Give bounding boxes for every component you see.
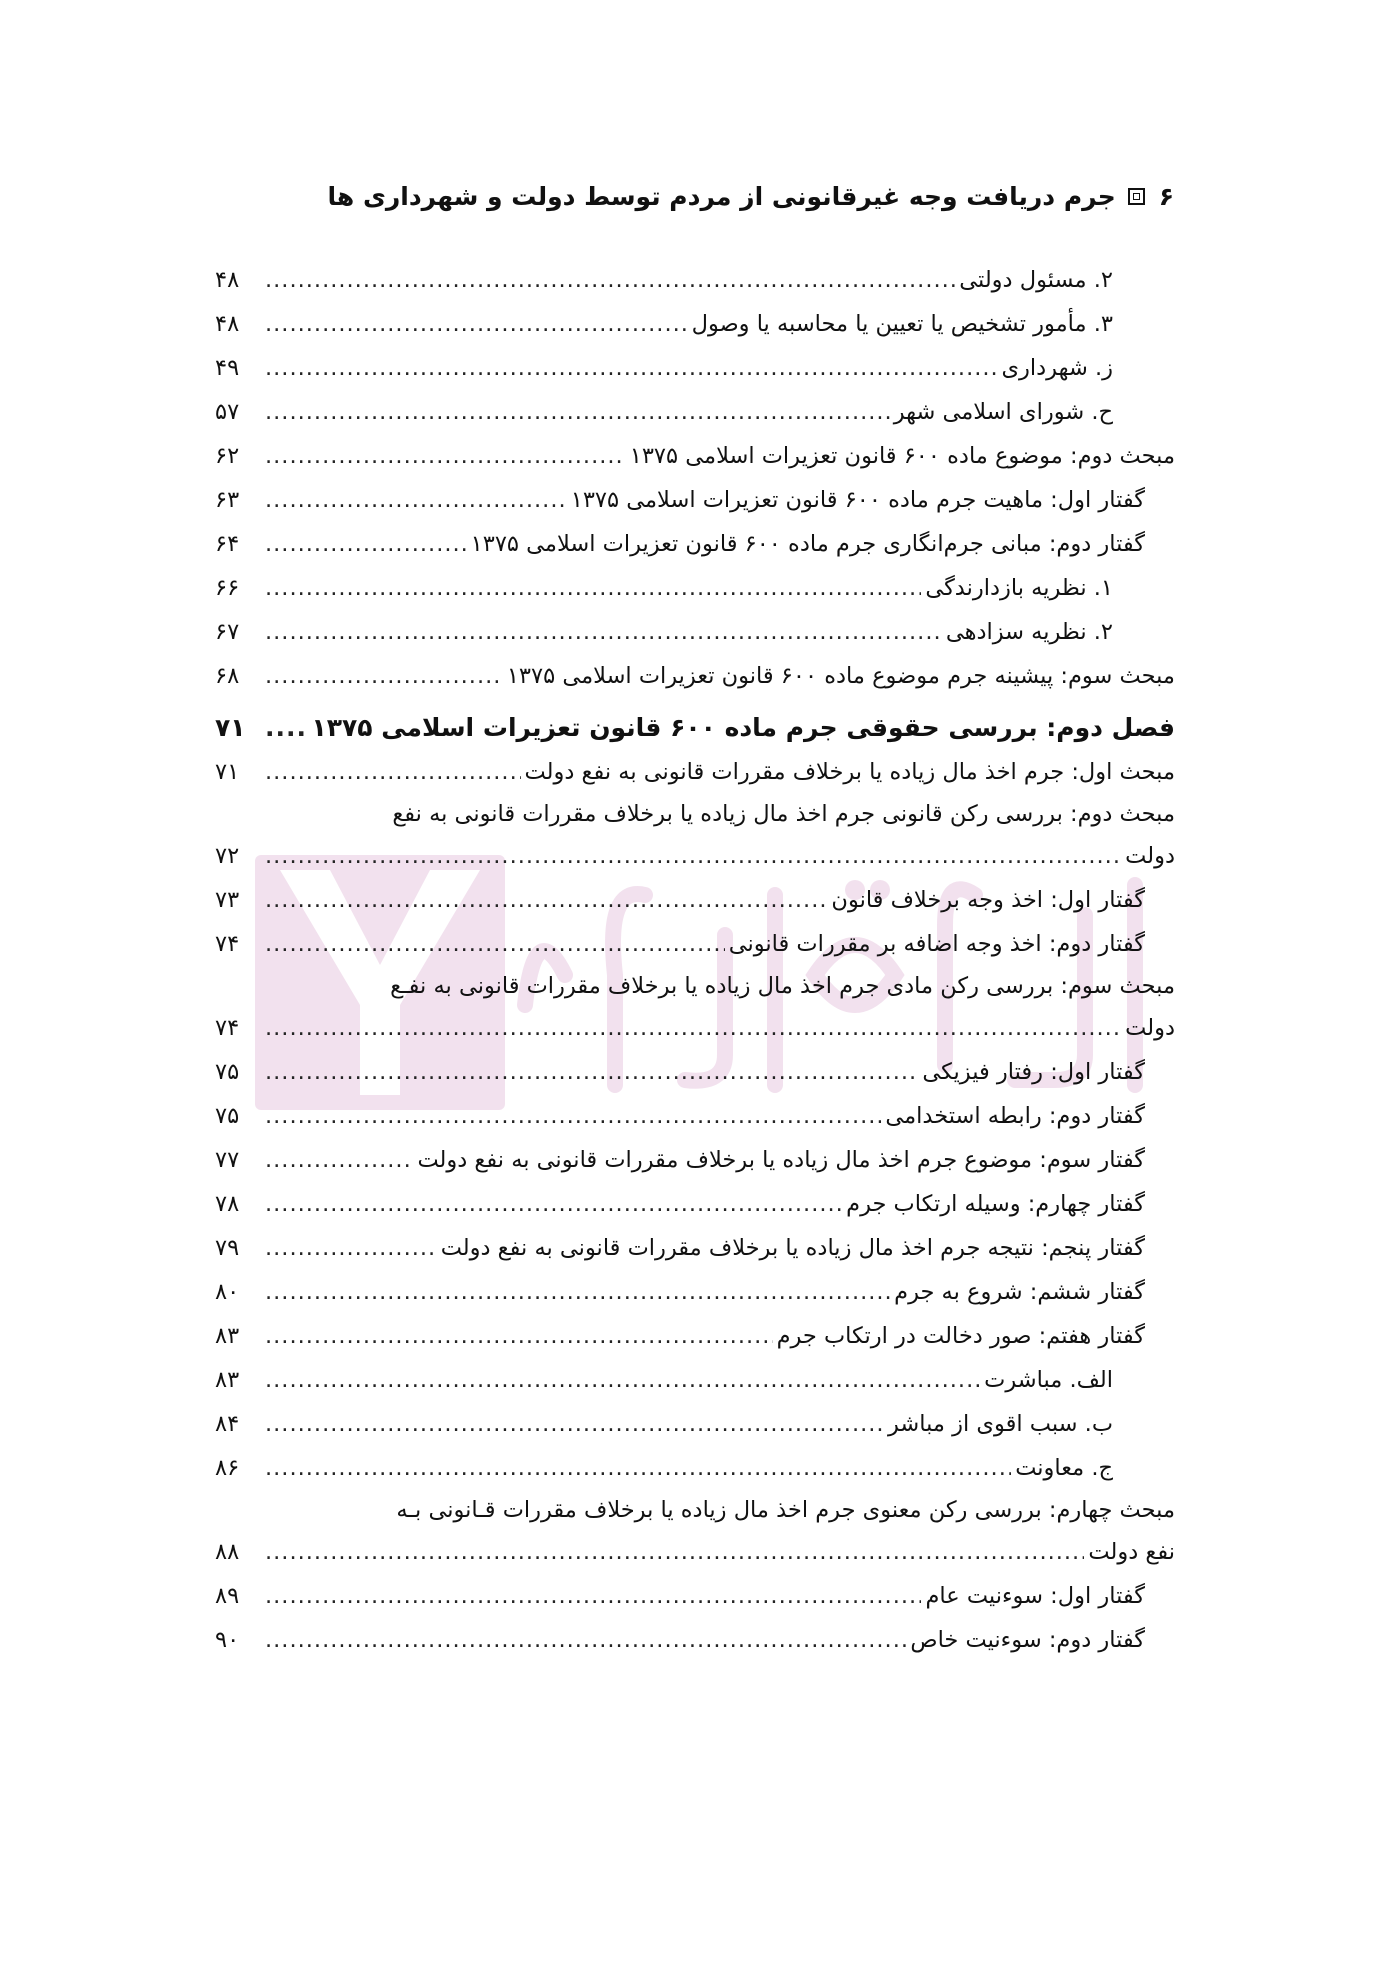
dot-leader xyxy=(265,654,503,698)
toc-entry xyxy=(215,1574,1175,1618)
dot-leader xyxy=(265,1358,980,1402)
toc-entry xyxy=(215,346,1175,390)
toc-page-number: ۷۱ xyxy=(215,713,246,742)
toc-page-number: ۶۸ xyxy=(215,663,240,689)
dot-leader xyxy=(265,1050,918,1094)
toc-entry-title: ۱. نظریه بازدارندگی xyxy=(925,575,1113,601)
dot-leader xyxy=(265,1182,842,1226)
dot-leader xyxy=(265,834,1121,878)
toc-entry-title: مبحث اول: جرم اخذ مال زیاده یا برخلاف مقررات قانونی به نفع دولت xyxy=(524,759,1175,785)
toc-entry xyxy=(215,258,1175,302)
toc-entry xyxy=(215,1050,1175,1094)
toc-entry-title: مبحث چهارم: بررسی رکن معنوی جرم اخذ مال زیاده یا برخلاف مقررات قـانونی بـه xyxy=(396,1497,1175,1523)
toc-page-number: ۹۰ xyxy=(215,1627,240,1653)
dot-leader xyxy=(265,258,955,302)
dot-leader xyxy=(265,1530,1084,1574)
dot-leader xyxy=(265,750,521,794)
toc-entry-title: ز. شهرداری xyxy=(1001,355,1113,381)
toc-page-number: ۸۶ xyxy=(215,1455,240,1481)
toc-entry-title: دولت xyxy=(1125,1015,1175,1041)
toc-entry xyxy=(215,1530,1175,1574)
toc-entry-title: ۳. مأمور تشخیص یا تعیین یا محاسبه یا وصول xyxy=(691,311,1113,337)
toc-entry xyxy=(215,1182,1175,1226)
toc-page-number: ۶۶ xyxy=(215,575,240,601)
dot-leader xyxy=(265,1618,906,1662)
toc-entry-title: گفتار اول: سوءنیت عام xyxy=(925,1583,1145,1609)
toc-entry xyxy=(215,1094,1175,1138)
toc-entry xyxy=(215,794,1175,834)
toc-page-number: ۴۹ xyxy=(215,355,240,381)
toc-entry-title: نفع دولت xyxy=(1088,1539,1175,1565)
page-number: ۶ xyxy=(1158,182,1174,211)
dot-leader xyxy=(265,1094,881,1138)
toc-page-number: ۵۷ xyxy=(215,399,240,425)
toc-entry xyxy=(215,1226,1175,1270)
dot-leader xyxy=(265,1006,1121,1050)
toc-entry-title: ۲. نظریه سزادهی xyxy=(945,619,1113,645)
toc-entry-title: مبحث دوم: بررسی رکن قانونی جرم اخذ مال زیاده یا برخلاف مقررات قانونی به نفع xyxy=(392,801,1175,827)
toc-page-number: ۶۷ xyxy=(215,619,240,645)
toc-page-number: ۴۸ xyxy=(215,311,240,337)
toc-entry-title: گفتار چهارم: وسیله ارتکاب جرم xyxy=(846,1191,1145,1217)
dot-leader xyxy=(265,302,688,346)
dot-leader xyxy=(265,878,827,922)
dot-leader xyxy=(265,434,626,478)
toc-entry xyxy=(215,1446,1175,1490)
toc-entry-title: گفتار اول: اخذ وجه برخلاف قانون xyxy=(831,887,1145,913)
toc-page-number: ۸۸ xyxy=(215,1539,240,1565)
toc-page-number: ۷۲ xyxy=(215,843,240,869)
toc-page-number: ۷۵ xyxy=(215,1059,240,1085)
dot-leader xyxy=(265,698,307,750)
toc-entry xyxy=(215,878,1175,922)
toc-page-number: ۶۴ xyxy=(215,531,240,557)
toc-entry-title: مبحث دوم: موضوع ماده ۶۰۰ قانون تعزیرات اسلامی ۱۳۷۵ xyxy=(629,443,1175,469)
toc-entry-title: گفتار سوم: موضوع جرم اخذ مال زیاده یا برخلاف مقررات قانونی به نفع دولت xyxy=(417,1147,1145,1173)
toc-entry-title: فصل دوم: بررسی حقوقی جرم ماده ۶۰۰ قانون تعزیرات اسلامی ۱۳۷۵ xyxy=(311,713,1175,742)
dot-leader xyxy=(265,1138,413,1182)
toc-page-number: ۴۸ xyxy=(215,267,240,293)
toc-entry xyxy=(215,1490,1175,1530)
toc-entry-title: الف. مباشرت xyxy=(984,1367,1113,1393)
toc-chapter-entry xyxy=(215,698,1175,750)
toc-entry xyxy=(215,1270,1175,1314)
toc-entry xyxy=(215,1358,1175,1402)
running-header xyxy=(328,182,1174,211)
toc-page-number: ۷۴ xyxy=(215,1015,240,1041)
dot-leader xyxy=(265,522,467,566)
toc-page-number: ۷۴ xyxy=(215,931,240,957)
toc-entry xyxy=(215,302,1175,346)
toc-entry xyxy=(215,434,1175,478)
toc-entry-title: دولت xyxy=(1125,843,1175,869)
toc-entry-title: ب. سبب اقوی از مباشر xyxy=(888,1411,1113,1437)
toc-entry-title: گفتار ششم: شروع به جرم xyxy=(894,1279,1145,1305)
toc-entry-title: گفتار اول: ماهیت جرم ماده ۶۰۰ قانون تعزیرات اسلامی ۱۳۷۵ xyxy=(570,487,1145,513)
toc-entry xyxy=(215,566,1175,610)
dot-leader xyxy=(265,1402,884,1446)
toc-entry-title: ح. شورای اسلامی شهر xyxy=(893,399,1113,425)
toc-page-number: ۸۳ xyxy=(215,1367,240,1393)
toc-entry-title: گفتار دوم: رابطه استخدامی xyxy=(885,1103,1145,1129)
toc-entry xyxy=(215,1314,1175,1358)
toc-entry-title: مبحث سوم: بررسی رکن مادی جرم اخذ مال زیاده یا برخلاف مقررات قانونی به نفـع xyxy=(390,973,1175,999)
toc-page-number: ۷۷ xyxy=(215,1147,240,1173)
toc-entry-title: گفتار پنجم: نتیجه جرم اخذ مال زیاده یا برخلاف مقررات قانونی به نفع دولت xyxy=(440,1235,1145,1261)
toc-entry xyxy=(215,522,1175,566)
dot-leader xyxy=(265,566,921,610)
dot-leader xyxy=(265,1314,773,1358)
dot-leader xyxy=(265,346,997,390)
toc-page-number: ۷۵ xyxy=(215,1103,240,1129)
toc-entry xyxy=(215,390,1175,434)
toc-entry xyxy=(215,1006,1175,1050)
toc-entry-title: گفتار دوم: سوءنیت خاص xyxy=(910,1627,1145,1653)
running-title: جرم دریافت وجه غیرقانونی از مردم توسط دولت و شهرداری ها xyxy=(327,182,1116,211)
toc-entry-title: گفتار اول: رفتار فیزیکی xyxy=(922,1059,1145,1085)
dot-leader xyxy=(265,1270,890,1314)
toc-entry xyxy=(215,610,1175,654)
toc-page-number: ۶۳ xyxy=(215,487,240,513)
toc-entry-title: گفتار دوم: اخذ وجه اضافه بر مقررات قانونی xyxy=(728,931,1145,957)
dot-leader xyxy=(265,610,942,654)
toc-entry xyxy=(215,1618,1175,1662)
toc-page-number: ۷۸ xyxy=(215,1191,240,1217)
dot-leader xyxy=(265,922,725,966)
toc-entry xyxy=(215,834,1175,878)
toc-page-number: ۸۳ xyxy=(215,1323,240,1349)
toc-entry-title: ج. معاونت xyxy=(1015,1455,1113,1481)
toc-entry xyxy=(215,750,1175,794)
book-icon xyxy=(1128,188,1145,205)
toc-entry xyxy=(215,478,1175,522)
dot-leader xyxy=(265,478,567,522)
toc-entry xyxy=(215,966,1175,1006)
toc-entry-title: مبحث سوم: پیشینه جرم موضوع ماده ۶۰۰ قانون تعزیرات اسلامی ۱۳۷۵ xyxy=(506,663,1175,689)
dot-leader xyxy=(265,1226,437,1270)
toc-page-number: ۷۹ xyxy=(215,1235,240,1261)
toc-page-number: ۷۱ xyxy=(215,759,240,785)
toc-page-number: ۷۳ xyxy=(215,887,240,913)
toc-entry xyxy=(215,654,1175,698)
dot-leader xyxy=(265,390,890,434)
toc-entry xyxy=(215,922,1175,966)
toc-page-number: ۸۴ xyxy=(215,1411,240,1437)
toc-entry-title: گفتار هفتم: صور دخالت در ارتکاب جرم xyxy=(776,1323,1145,1349)
toc-page-number: ۸۹ xyxy=(215,1583,240,1609)
toc-entry-title: گفتار دوم: مبانی جرم‌انگاری جرم ماده ۶۰۰ قانون تعزیرات اسلامی ۱۳۷۵ xyxy=(470,531,1145,557)
toc-page-number: ۶۲ xyxy=(215,443,240,469)
toc-page-number: ۸۰ xyxy=(215,1279,240,1305)
toc-entry-title: ۲. مسئول دولتی xyxy=(959,267,1113,293)
dot-leader xyxy=(265,1574,921,1618)
table-of-contents xyxy=(215,258,1175,1662)
toc-entry xyxy=(215,1138,1175,1182)
toc-entry xyxy=(215,1402,1175,1446)
dot-leader xyxy=(265,1446,1011,1490)
